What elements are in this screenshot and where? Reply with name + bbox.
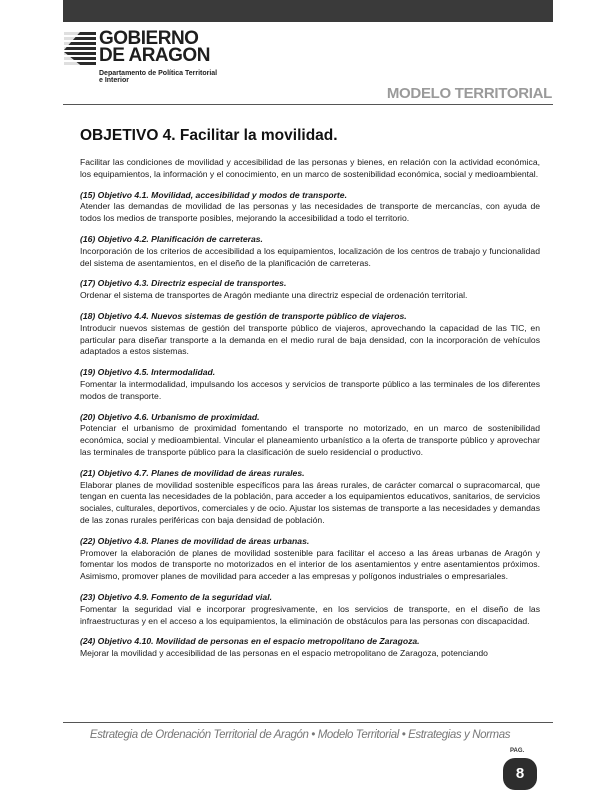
objective-text: Ordenar el sistema de transportes de Aragón mediante una directriz especial de ordenación territorial. — [80, 290, 468, 301]
logo-line-1: GOBIERNO — [99, 28, 199, 49]
department-name — [99, 70, 217, 84]
objective-item — [80, 234, 540, 269]
objective-item — [80, 412, 540, 459]
objective-item — [80, 367, 540, 402]
objective-item — [80, 592, 540, 627]
page-number-badge: 8 — [503, 758, 537, 790]
objective-item — [80, 190, 540, 225]
objective-item — [80, 278, 540, 302]
objective-text: Fomentar la seguridad vial e incorporar progresivamente, en los servicios de transporte, en el diseño de las infraestructuras y en el acceso a los equipamientos, la eliminación de obstáculos para las personas con discapacidad. — [80, 603, 540, 626]
objective-title: (16) Objetivo 4.2. Planificación de carreteras. — [80, 233, 263, 244]
footer-text: Estrategia de Ordenación Territorial de Aragón • Modelo Territorial • Estrategias y Normas — [89, 729, 511, 741]
footer-rule — [63, 722, 553, 723]
objective-text: Atender las demandas de movilidad de las personas y las necesidades de transporte de mercancías, con ayuda de todos los medios de transporte posibles, mejorando la accesibilidad a todo el territorio. — [80, 201, 540, 224]
section-label: MODELO TERRITORIAL — [386, 85, 552, 102]
main-content — [80, 127, 540, 669]
department-line-2: e Interior — [99, 77, 129, 84]
logo-title — [99, 30, 210, 64]
objective-title: (24) Objetivo 4.10. Movilidad de personas en el espacio metropolitano de Zaragoza. — [80, 636, 420, 647]
objective-title: (18) Objetivo 4.4. Nuevos sistemas de gestión de transporte público de viajeros. — [80, 310, 407, 321]
top-bar — [63, 0, 553, 22]
objective-text: Elaborar planes de movilidad sostenible específicos para las áreas rurales, de carácter comarcal o supracomarcal, que tengan en cuenta las necesidades de la población, para acceder a los equipamientos educativos, sanitarios, de servicios sociales, culturales, deportivos, comerciales y de ocio. Ajustar los sistemas de transporte a las necesidades y demandas de las zonas rurales periféricas con baja densidad de población. — [80, 479, 540, 525]
objective-item — [80, 536, 540, 583]
department-line-1: Departamento de Política Territorial — [99, 70, 218, 77]
page-heading: OBJETIVO 4. Facilitar la movilidad. — [80, 127, 338, 144]
objective-text: Mejorar la movilidad y accesibilidad de las personas en el espacio metropolitano de Zaragoza, potenciando — [80, 648, 488, 659]
page-label: PAG. — [510, 748, 525, 754]
objective-item — [80, 468, 540, 527]
objective-title: (21) Objetivo 4.7. Planes de movilidad de áreas rurales. — [80, 467, 305, 478]
objectives-list — [80, 190, 540, 660]
objective-title: (15) Objetivo 4.1. Movilidad, accesibilidad y modos de transporte. — [80, 189, 347, 200]
objective-title: (23) Objetivo 4.9. Fomento de la seguridad vial. — [80, 591, 272, 602]
gobierno-aragon-logo — [64, 30, 224, 90]
objective-item — [80, 636, 540, 660]
objective-title: (22) Objetivo 4.8. Planes de movilidad de áreas urbanas. — [80, 535, 310, 546]
logo-stripes-icon — [64, 32, 96, 68]
objective-text: Introducir nuevos sistemas de gestión del transporte público de viajeros, aprovechando la capacidad de las TIC, en particular para diseñar transporte a la demanda en el medio rural de baja densidad, con la incorporación de vehículos adaptados a estos sistemas. — [80, 322, 540, 357]
objective-text: Fomentar la intermodalidad, impulsando los accesos y servicios de transporte público a las terminales de los diferentes modos de transporte. — [80, 378, 540, 401]
header-rule — [63, 104, 553, 105]
objective-item — [80, 311, 540, 358]
logo-line-2: DE ARAGON — [99, 45, 210, 66]
objective-title: (20) Objetivo 4.6. Urbanismo de proximidad. — [80, 411, 260, 422]
objective-title: (17) Objetivo 4.3. Directriz especial de transportes. — [80, 278, 287, 289]
objective-text: Incorporación de los criterios de accesibilidad a los equipamientos, localización de los centros de trabajo y funcionalidad del sistema de asentamientos, en el diseño de la planificación de carreteras. — [80, 245, 540, 268]
objective-text: Potenciar el urbanismo de proximidad fomentando el transporte no motorizado, en un marco de sostenibilidad económica, social y medioambiental. Vincular el planeamiento urbanístico a la oferta de transporte público y aprovechar las terminales de transporte público para la clasificación de suelo residencial o productivo. — [80, 423, 540, 457]
objective-title: (19) Objetivo 4.5. Intermodalidad. — [80, 367, 216, 378]
intro-paragraph: Facilitar las condiciones de movilidad y accesibilidad de las personas y bienes, en relación con la actividad económica, los equipamientos, la información y el conocimiento, en un marco de sostenibilidad económica, social y medioambiental. — [80, 157, 540, 179]
objective-text: Promover la elaboración de planes de movilidad sostenible para facilitar el acceso a las áreas urbanas de Aragón y fomentar los modos de transporte no motorizados en el interior de los asentamientos y entre asentamientos próximos. Asimismo, promover planes de movilidad para acceder a las empresas y polígonos industriales o empresariales. — [80, 547, 540, 582]
